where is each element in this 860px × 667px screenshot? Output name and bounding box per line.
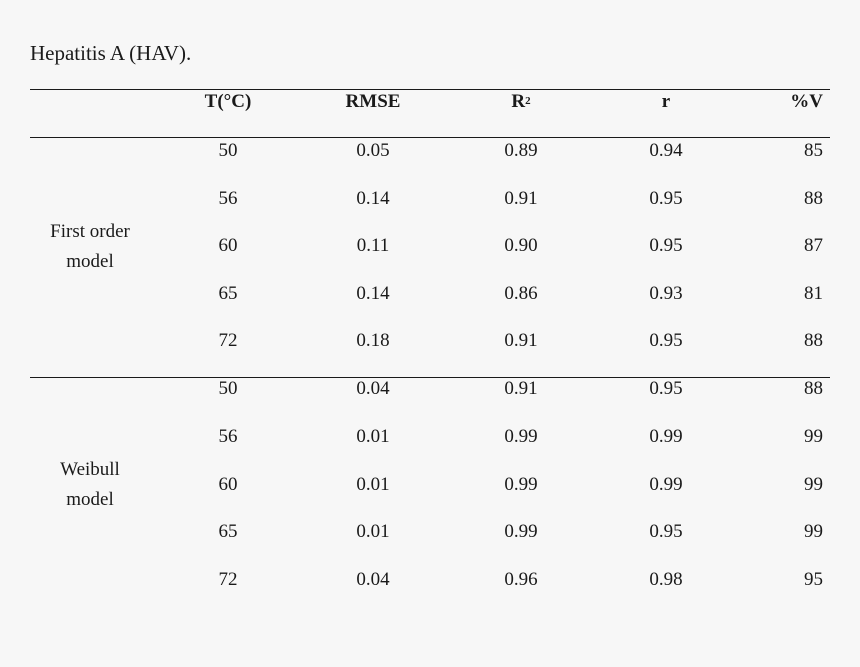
cell-r: 0.95 <box>649 330 683 351</box>
cell-r: 0.93 <box>649 283 683 304</box>
cell-rmse: 0.01 <box>356 521 390 542</box>
header-r-squared-base: R <box>511 91 526 112</box>
cell-percent-v: 81 <box>804 283 823 304</box>
cell-percent-v: 88 <box>804 330 823 351</box>
cell-r-squared: 0.91 <box>504 330 538 351</box>
cell-temperature: 72 <box>218 569 238 590</box>
cell-rmse: 0.01 <box>356 474 390 495</box>
cell-temperature: 56 <box>218 426 238 447</box>
cell-r-squared: 0.91 <box>504 188 538 209</box>
cell-rmse: 0.05 <box>356 140 390 161</box>
header-percent-v: %V <box>790 91 823 112</box>
cell-r-squared: 0.86 <box>504 283 538 304</box>
cell-r-squared: 0.99 <box>504 426 538 447</box>
cell-r: 0.95 <box>649 188 683 209</box>
cell-r: 0.94 <box>649 140 683 161</box>
cell-percent-v: 99 <box>804 474 823 495</box>
cell-temperature: 72 <box>218 330 238 351</box>
cell-percent-v: 88 <box>804 188 823 209</box>
cell-r-squared: 0.99 <box>504 521 538 542</box>
cell-r: 0.95 <box>649 521 683 542</box>
cell-percent-v: 88 <box>804 378 823 399</box>
cell-r: 0.95 <box>649 235 683 256</box>
cell-rmse: 0.04 <box>356 569 390 590</box>
header-rmse: RMSE <box>345 91 401 112</box>
header-r: r <box>661 91 671 112</box>
cell-temperature: 50 <box>218 378 238 399</box>
group-label-weibull <box>30 455 150 515</box>
group-label-line1: First order <box>50 221 130 242</box>
cell-r-squared: 0.91 <box>504 378 538 399</box>
cell-percent-v: 95 <box>804 569 823 590</box>
cell-temperature: 56 <box>218 188 238 209</box>
cell-percent-v: 85 <box>804 140 823 161</box>
cell-percent-v: 99 <box>804 521 823 542</box>
cell-rmse: 0.14 <box>356 283 390 304</box>
cell-temperature: 50 <box>218 140 238 161</box>
cell-r: 0.99 <box>649 426 683 447</box>
cell-temperature: 65 <box>218 521 238 542</box>
cell-temperature: 60 <box>218 474 238 495</box>
group-label-line2: model <box>66 251 114 272</box>
cell-temperature: 65 <box>218 283 238 304</box>
cell-temperature: 60 <box>218 235 238 256</box>
cell-r: 0.98 <box>649 569 683 590</box>
group-label-first-order <box>30 217 150 277</box>
cell-r-squared: 0.90 <box>504 235 538 256</box>
header-rule <box>30 137 830 138</box>
cell-rmse: 0.04 <box>356 378 390 399</box>
cell-r-squared: 0.99 <box>504 474 538 495</box>
cell-rmse: 0.18 <box>356 330 390 351</box>
header-r-squared-exponent: 2 <box>525 95 531 107</box>
cell-percent-v: 87 <box>804 235 823 256</box>
cell-r: 0.95 <box>649 378 683 399</box>
cell-r-squared: 0.96 <box>504 569 538 590</box>
cell-rmse: 0.14 <box>356 188 390 209</box>
cell-rmse: 0.11 <box>356 235 390 256</box>
group-label-line1: Weibull <box>60 459 120 480</box>
table-caption: Hepatitis A (HAV). <box>30 41 192 65</box>
header-r-squared <box>461 90 581 114</box>
cell-percent-v: 99 <box>804 426 823 447</box>
header-temperature: T(°C) <box>204 91 252 112</box>
cell-r-squared: 0.89 <box>504 140 538 161</box>
group-label-line2: model <box>66 489 114 510</box>
cell-r: 0.99 <box>649 474 683 495</box>
cell-rmse: 0.01 <box>356 426 390 447</box>
